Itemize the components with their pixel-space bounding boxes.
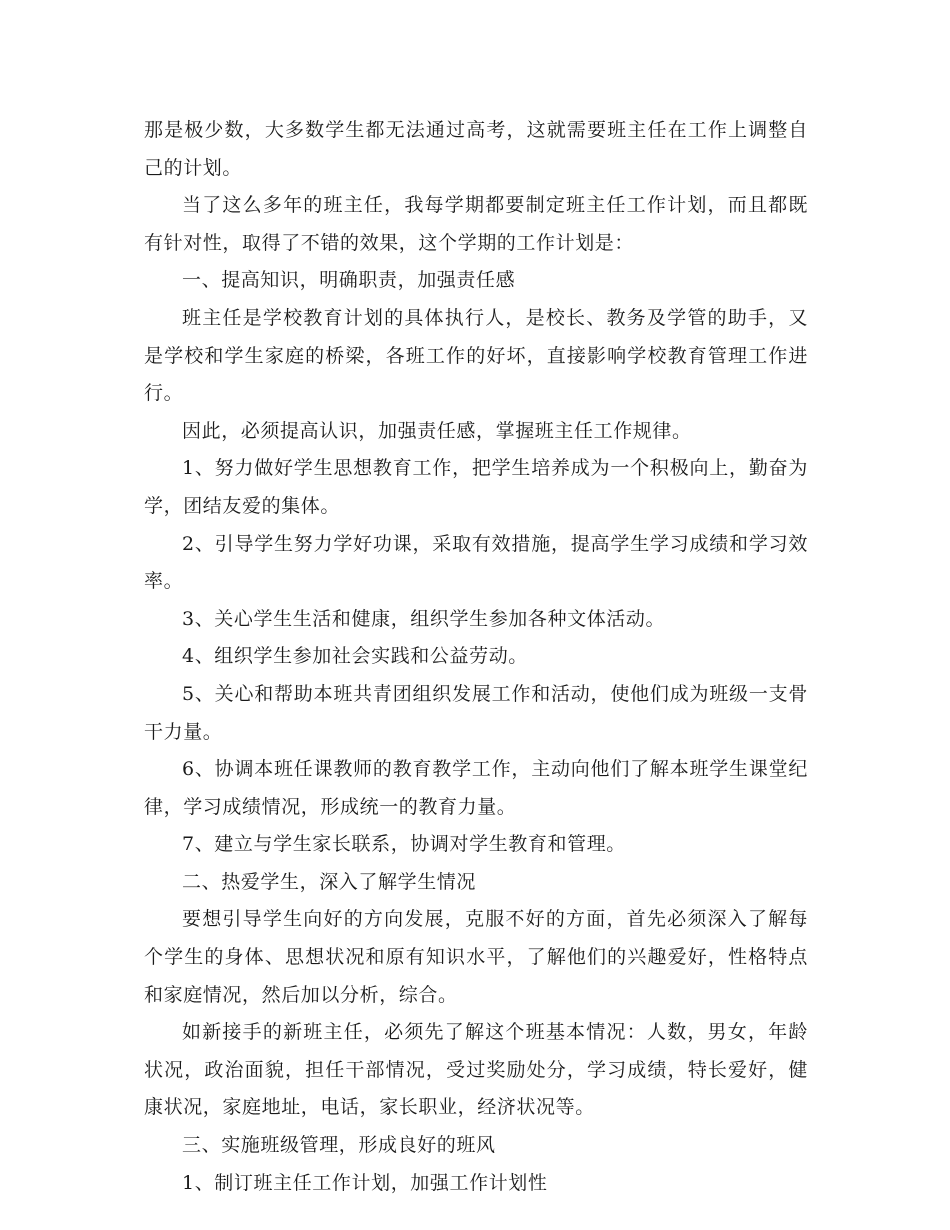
- list-item: 3、关心学生生活和健康，组织学生参加各种文体活动。: [182, 607, 666, 630]
- list-item: 1、努力做好学生思想教育工作，把学生培养成为一个积极向上，勤奋为学，团结友爱的集体。: [144, 457, 808, 517]
- section-heading-1: 一、提高知识，明确职责，加强责任感: [182, 269, 516, 292]
- paragraph: 要想引导学生向好的方向发展，克服不好的方面，首先必须深入了解每个学生的身体、思想状况和原有知识水平，了解他们的兴趣爱好，性格特点和家庭情况，然后加以分析，综合。: [144, 908, 808, 1006]
- list-item: 7、建立与学生家长联系，协调对学生教育和管理。: [182, 833, 626, 856]
- list-item: 1、制订班主任工作计划，加强工作计划性: [182, 1171, 548, 1194]
- document-body: [144, 112, 808, 1202]
- paragraph: 如新接手的新班主任，必须先了解这个班基本情况：人数，男女，年龄状况，政治面貌，担任干部情况，受过奖励处分，学习成绩，特长爱好，健康状况，家庭地址，电话，家长职业，经济状况等。: [144, 1021, 808, 1119]
- section-heading-3: 三、实施班级管理，形成良好的班风: [182, 1134, 496, 1157]
- paragraph-intro: 当了这么多年的班主任，我每学期都要制定班主任工作计划，而且都既有针对性，取得了不错的效果，这个学期的工作计划是：: [144, 194, 808, 254]
- paragraph-continued: 那是极少数，大多数学生都无法通过高考，这就需要班主任在工作上调整自己的计划。: [144, 119, 808, 179]
- paragraph: 因此，必须提高认识，加强责任感，掌握班主任工作规律。: [182, 419, 692, 442]
- list-item: 5、关心和帮助本班共青团组织发展工作和活动，使他们成为班级一支骨干力量。: [144, 682, 808, 743]
- section-heading-2: 二、热爱学生，深入了解学生情况: [182, 870, 477, 893]
- list-item: 6、协调本班任课教师的教育教学工作，主动向他们了解本班学生课堂纪律，学习成绩情况，形成统一的教育力量。: [144, 758, 808, 818]
- list-item: 2、引导学生努力学好功课，采取有效措施，提高学生学习成绩和学习效率。: [144, 532, 808, 593]
- paragraph: 班主任是学校教育计划的具体执行人，是校长、教务及学管的助手，又是学校和学生家庭的桥梁，各班工作的好坏，直接影响学校教育管理工作进行。: [144, 306, 808, 405]
- list-item: 4、组织学生参加社会实践和公益劳动。: [182, 645, 528, 668]
